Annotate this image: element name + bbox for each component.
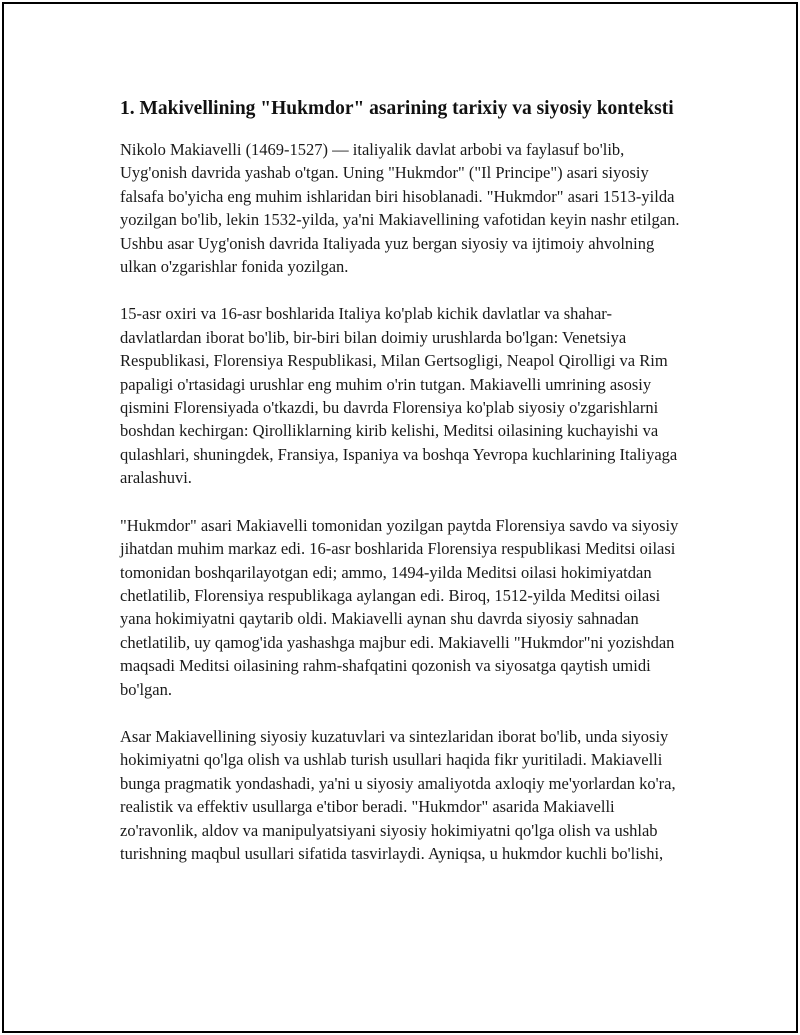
paragraph-4: Asar Makiavellining siyosiy kuzatuvlari va sintezlaridan iborat bo'lib, unda siyosiy hokimiyatni qo'lga olish va ushlab turish usullari haqida fikr yuritiladi. Makiavelli bunga pragmatik yondashadi, ya'ni u siyosiy amaliyotda axloqiy me'yorlardan ko'ra, realistik va effektiv usullarga e'tibor beradi. "Hukmdor" asarida Makiavelli zo'ravonlik, aldov va manipulyatsiyani siyosiy hokimiyatni qo'lga olish va ushlab turishning maqbul usullari sifatida tasvirlaydi. Ayniqsa, u hukmdor kuchli bo'lishi, xyxy=(120,726,676,863)
document-body xyxy=(120,96,690,889)
paragraph-1: Nikolo Makiavelli (1469-1527) — italiyalik davlat arbobi va faylasuf bo'lib, Uyg'onish davrida yashab o'tgan. Uning "Hukmdor" ("Il Principe") asari siyosiy falsafa bo'yicha eng muhim ishlaridan biri hisoblanadi. "Hukmdor" asari 1513-yilda yozilgan bo'lib, lekin 1532-yilda, ya'ni Makiavellining vafotidan keyin nashr etilgan. Ushbu asar Uyg'onish davrida Italiyada yuz bergan siyosiy va ijtimoiy ahvolning ulkan o'zgarishlar fonida yozilgan. xyxy=(120,140,680,277)
section-heading: 1. Makivellining "Hukmdor" asarining tarixiy va siyosiy konteksti xyxy=(120,98,674,119)
document-page xyxy=(2,2,798,1033)
paragraph-3: "Hukmdor" asari Makiavelli tomonidan yozilgan paytda Florensiya savdo va siyosiy jihatdan muhim markaz edi. 16-asr boshlarida Florensiya respublikasi Meditsi oilasi tomonidan boshqarilayotgan edi; ammo, 1494-yilda Meditsi oilasi hokimiyatdan chetlatilib, Florensiya respublikaga aylangan edi. Biroq, 1512-yilda Meditsi oilasi yana hokimiyatni qaytarib oldi. Makiavelli aynan shu davrda siyosiy sahnadan chetlatilib, uy qamog'ida yashashga majbur edi. Makiavelli "Hukmdor"ni yozishdan maqsadi Meditsi oilasining rahm-shafqatini qozonish va siyosatga qaytish umidi bo'lgan. xyxy=(120,515,679,699)
paragraph-2: 15-asr oxiri va 16-asr boshlarida Italiya ko'plab kichik davlatlar va shahar-davlatlardan iborat bo'lib, bir-biri bilan doimiy urushlarda bo'lgan: Venetsiya Respublikasi, Florensiya Respublikasi, Milan Gertsogligi, Neapol Qirolligi va Rim papaligi o'rtasidagi urushlar eng muhim o'rin tutgan. Makiavelli umrining asosiy qismini Florensiyada o'tkazdi, bu davrda Florensiya ko'plab siyosiy o'zgarishlarni boshdan kechirgan: Qirolliklarning kirib kelishi, Meditsi oilasining kuchayishi va qulashlari, shuningdek, Fransiya, Ispaniya va boshqa Yevropa kuchlarining Italiyaga aralashuvi. xyxy=(120,304,678,488)
